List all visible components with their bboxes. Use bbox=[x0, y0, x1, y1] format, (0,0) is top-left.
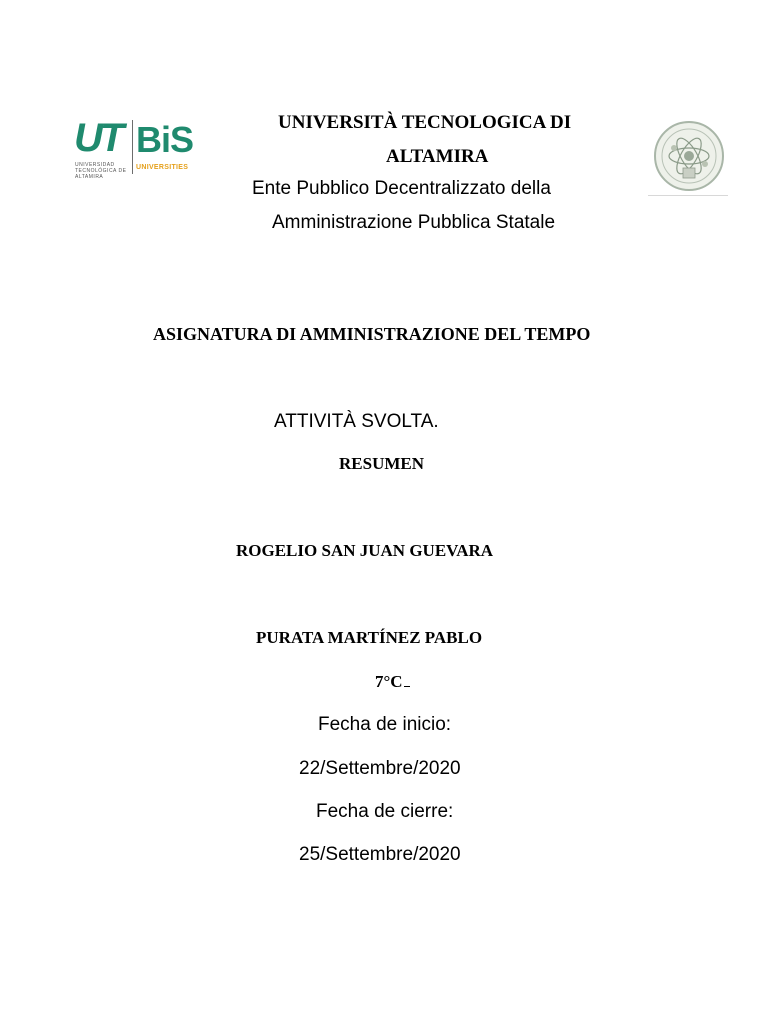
university-logo bbox=[74, 116, 194, 180]
student-name: PURATA MARTÍNEZ PABLO bbox=[256, 628, 483, 647]
group-label bbox=[375, 672, 410, 692]
activity-name: RESUMEN bbox=[339, 454, 425, 473]
start-date-label: Fecha de inicio: bbox=[318, 714, 452, 735]
activity-label: ATTIVITÀ SVOLTA. bbox=[274, 411, 439, 432]
seal-underline bbox=[648, 195, 728, 196]
university-seal-icon bbox=[650, 118, 728, 198]
end-date-value: 25/Settembre/2020 bbox=[299, 844, 461, 865]
bis-logo-subtitle: UNIVERSITIES bbox=[136, 164, 189, 171]
bis-logo-text: BiS bbox=[136, 119, 194, 160]
ut-logo-subtitle: UNIVERSIDAD TECNOLÓGICA DE ALTAMIRA bbox=[75, 162, 127, 180]
subject-title: ASIGNATURA DI AMMINISTRAZIONE DEL TEMPO bbox=[153, 324, 591, 344]
start-date-value: 22/Settembre/2020 bbox=[299, 758, 461, 779]
teacher-name: ROGELIO SAN JUAN GUEVARA bbox=[236, 541, 494, 560]
university-name-line-2: ALTAMIRA bbox=[386, 146, 489, 167]
end-date-label: Fecha de cierre: bbox=[316, 801, 454, 822]
group-value: 7°C bbox=[375, 672, 403, 691]
university-name-line-1: UNIVERSITÀ TECNOLOGICA DI bbox=[278, 112, 572, 133]
ut-logo-text: UT bbox=[74, 116, 122, 160]
entity-description-line-2: Amministrazione Pubblica Statale bbox=[272, 212, 556, 233]
logo-divider bbox=[132, 120, 133, 174]
group-underline bbox=[404, 672, 410, 687]
entity-description-line-1: Ente Pubblico Decentralizzato della bbox=[252, 178, 551, 199]
